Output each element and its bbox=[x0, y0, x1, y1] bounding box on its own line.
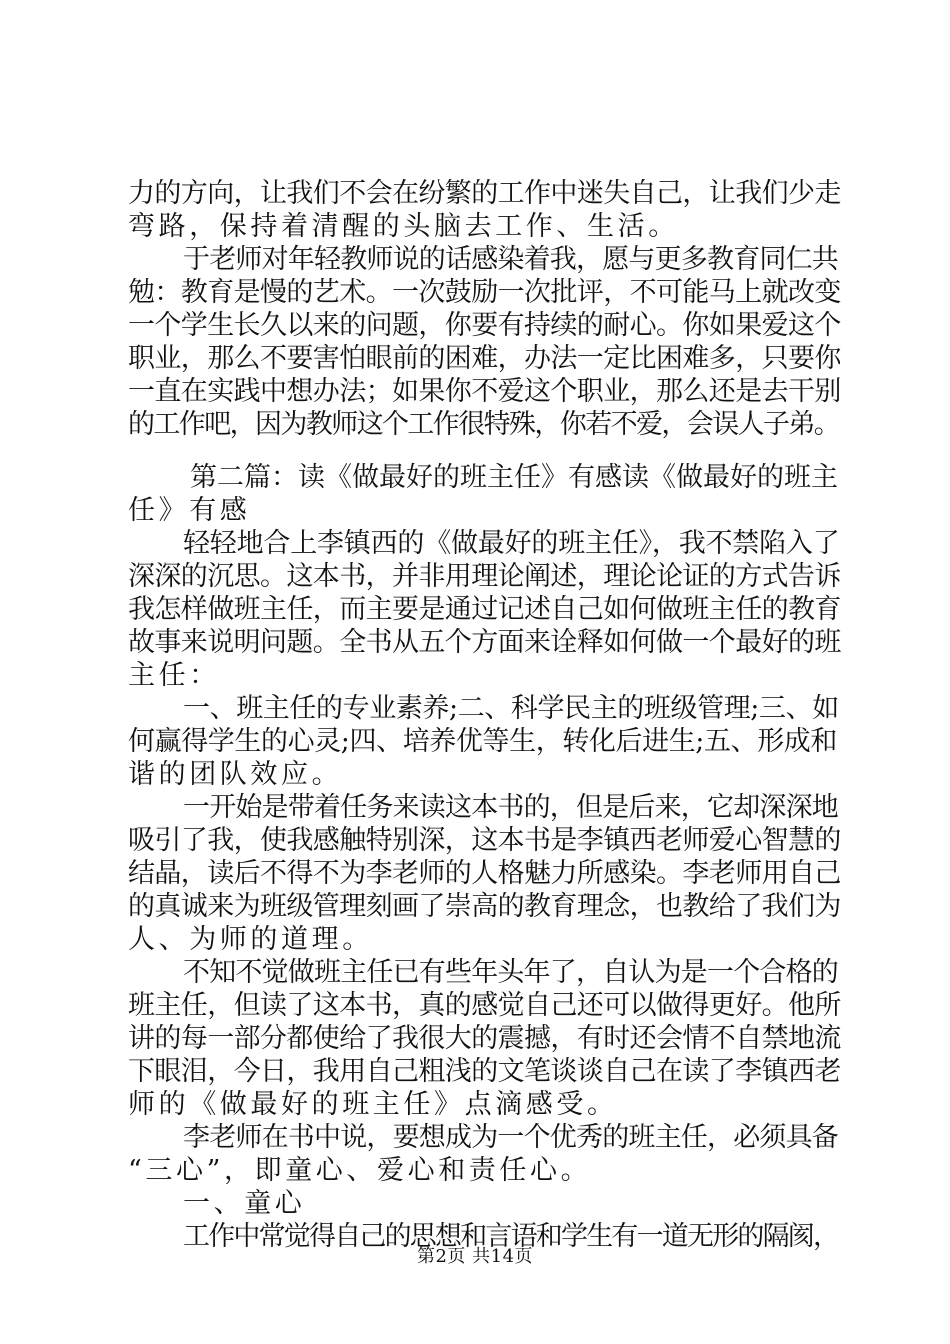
text-line: 谐的团队效应。 bbox=[128, 759, 343, 790]
text-line: 我怎样做班主任，而主要是通过记述自己如何做班主任的教育 bbox=[128, 594, 841, 625]
text-line: 一、班主任的专业素养;二、科学民主的班级管理;三、如 bbox=[183, 693, 839, 724]
text-line: 一个学生长久以来的问题，你要有持续的耐心。你如果爱这个 bbox=[128, 310, 841, 341]
text-line: 勉：教育是慢的艺术。一次鼓励一次批评，不可能马上就改变 bbox=[128, 277, 841, 308]
text-line: 的真诚来为班级管理刻画了崇高的教育理念，也教给了我们为 bbox=[128, 891, 841, 922]
text-line: 一开始是带着任务来读这本书的，但是后来，它却深深地 bbox=[183, 792, 838, 823]
text-line: 于老师对年轻教师说的话感染着我，愿与更多教育同仁共 bbox=[183, 244, 838, 275]
text-line: 李老师在书中说，要想成为一个优秀的班主任，必须具备 bbox=[183, 1122, 838, 1153]
text-line: 不知不觉做班主任已有些年头年了，自认为是一个合格的 bbox=[183, 957, 838, 988]
text-line: 师的《做最好的班主任》点滴感受。 bbox=[128, 1089, 618, 1120]
text-line: 主任： bbox=[128, 660, 220, 691]
text-line: 深深的沉思。这本书，并非用理论阐述，理论论证的方式告诉 bbox=[128, 561, 841, 592]
text-line: 工作中常觉得自己的思想和言语和学生有一道无形的隔阂， bbox=[183, 1221, 839, 1252]
section-heading: 任》有感 bbox=[128, 495, 251, 526]
text-line: 人、为师的道理。 bbox=[128, 924, 373, 955]
section-heading: 第二篇：读《做最好的班主任》有感读《做最好的班主 bbox=[190, 462, 838, 493]
text-line: 故事来说明问题。全书从五个方面来诠释如何做一个最好的班 bbox=[128, 627, 841, 658]
text-line: 职业，那么不要害怕眼前的困难，办法一定比困难多，只要你 bbox=[128, 343, 841, 374]
text-line: 轻轻地合上李镇西的《做最好的班主任》，我不禁陷入了 bbox=[183, 528, 840, 559]
text-line: 力的方向，让我们不会在纷繁的工作中迷失自己，让我们少走 bbox=[128, 178, 841, 209]
text-line: 吸引了我，使我感触特别深，这本书是李镇西老师爱心智慧的 bbox=[128, 825, 841, 856]
page-number: 第2页 共14页 bbox=[416, 1246, 534, 1267]
text-line: 何赢得学生的心灵;四、培养优等生，转化后进生;五、形成和 bbox=[128, 726, 837, 757]
text-line: “三心”，即童心、爱心和责任心。 bbox=[128, 1155, 592, 1186]
text-line: 班主任，但读了这本书，真的感觉自己还可以做得更好。他所 bbox=[128, 990, 841, 1021]
text-line: 的工作吧，因为教师这个工作很特殊，你若不爱，会误人子弟。 bbox=[128, 409, 840, 440]
text-line: 一直在实践中想办法；如果你不爱这个职业，那么还是去干别 bbox=[128, 376, 841, 407]
subsection-heading: 一、童心 bbox=[183, 1188, 306, 1219]
text-line: 弯路，保持着清醒的头脑去工作、生活。 bbox=[128, 211, 679, 242]
text-line: 结晶，读后不得不为李老师的人格魅力所感染。李老师用自己 bbox=[128, 858, 841, 889]
text-line: 讲的每一部分都使给了我很大的震撼，有时还会情不自禁地流 bbox=[128, 1023, 841, 1054]
text-line: 下眼泪，今日，我用自己粗浅的文笔谈谈自己在读了李镇西老 bbox=[128, 1056, 841, 1087]
